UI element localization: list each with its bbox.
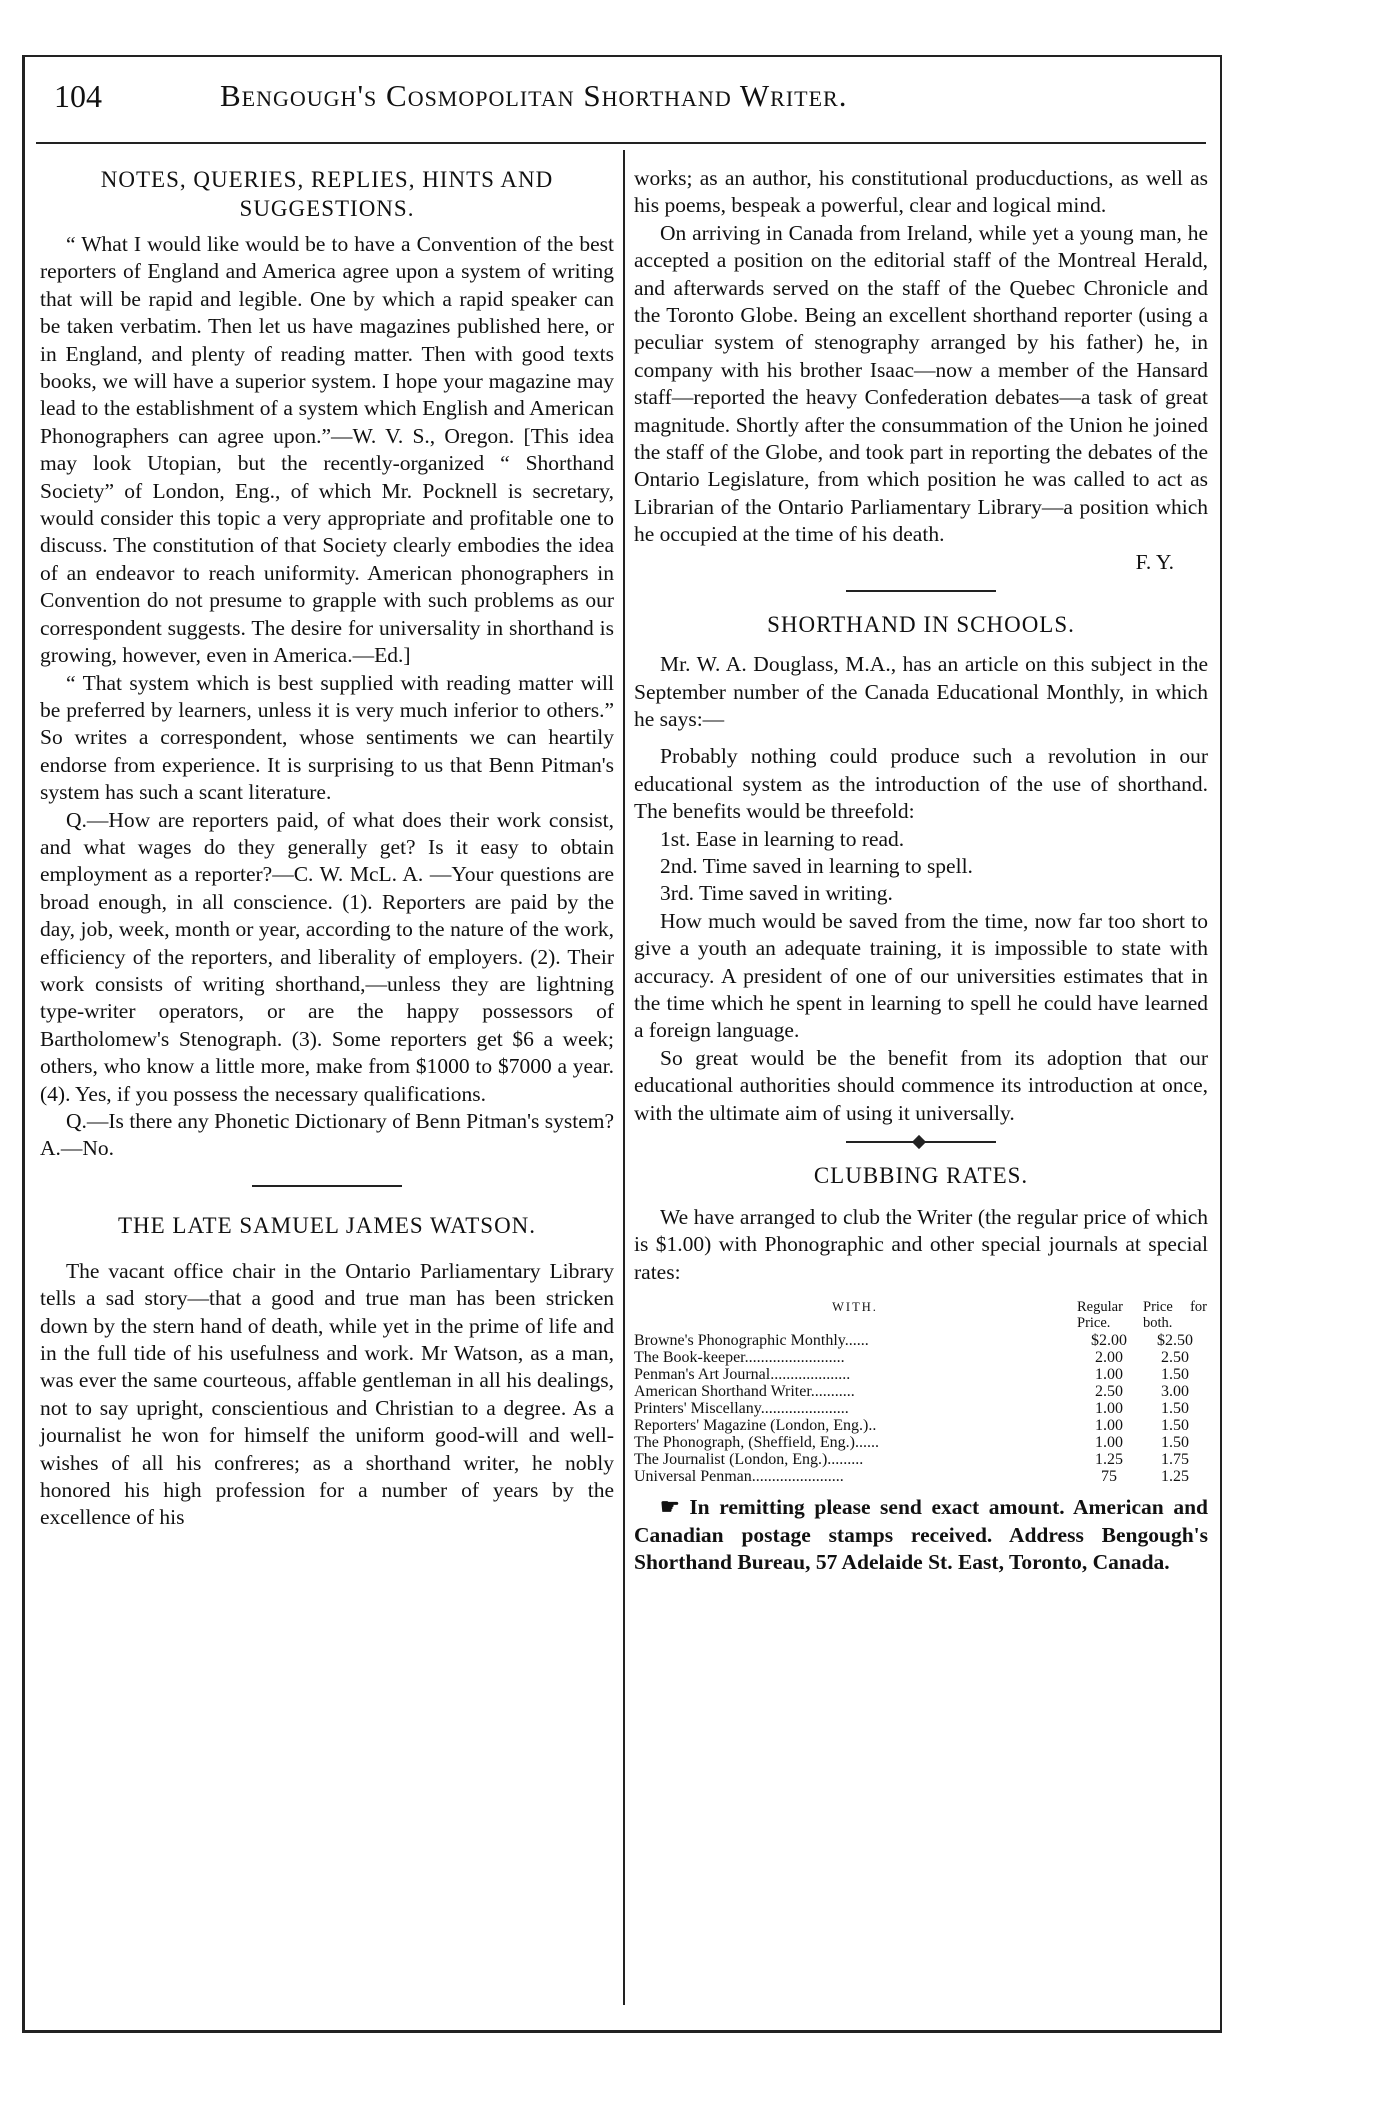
both-price: $2.50 [1157, 1332, 1193, 1350]
watson-paragraph: The vacant office chair in the Ontario Parliamentary Library tells a sad story—that a good and true man has been stricken down by the stern hand of death, while yet in the prime of life and in the full tide of his usefulness and work. Mr Watson, as a man, was ever the same courteous, affable gentleman in all his dealings, not to say upright, conscientious and Christian to a degree. As a journalist he won for himself the uniform good-will and well-wishes of all his confreres; as a shorthand writer, he nobly honored his high profession for a number of years by the excellence of his [40, 1258, 614, 1530]
section-separator [846, 1141, 996, 1143]
schools-paragraph: How much would be saved from the time, now far too short to give a youth an adequate training, it is impossible to state with accuracy. A president of one of our universities estimates that in the time which he spent in learning to spell he could have learned a foreign language. [634, 908, 1208, 1043]
regular-price: 2.00 [1095, 1349, 1123, 1367]
schools-heading: SHORTHAND IN SCHOOLS. [767, 612, 1075, 638]
running-title: Bengough's Cosmopolitan Shorthand Writer. [220, 78, 848, 113]
page-header [40, 78, 1200, 126]
table-row [634, 1332, 1208, 1349]
both-price: 1.25 [1161, 1468, 1189, 1486]
column-header-both: Price for both. [1143, 1299, 1207, 1332]
remittance-notice [634, 1493, 1208, 1576]
table-row [634, 1366, 1208, 1383]
notes-paragraph: “ What I would like would be to have a Convention of the best reporters of England and America agree upon a system of writing that will be rapid and legible. One by which a rapid speaker can be taken verbatim. Then let us have magazines published here, or in England, and plenty of reading matter. Then with good texts books, we will have a superior system. I hope your magazine may lead to the establishment of a system which English and American Phonographers can agree upon.”—W. V. S., Oregon. [This idea may look Utopian, but the recently-organized “ Shorthand Society” of London, Eng., of which Mr. Pocknell is secretary, would consider this topic a very appropriate and profitable one to discuss. The constitution of that Society clearly embodies the idea of an endeavor to reach uniformity. American phonographers in Convention do not presume to grapple with such problems as our correspondent suggests. The desire for universality in shorthand is growing, however, even in America.—Ed.] [40, 232, 614, 668]
list-item: 1st. Ease in learning to read. [660, 826, 905, 851]
both-price: 1.50 [1161, 1417, 1189, 1435]
watson-heading: THE LATE SAMUEL JAMES WATSON. [117, 1212, 537, 1238]
clubbing-intro: We have arranged to club the Writer (the regular price of which is $1.00) with Phonographic and other special journals at special rates: [634, 1205, 1208, 1284]
journal-name: Reporters' Magazine (London, Eng.).. [634, 1417, 877, 1435]
header-rule [36, 142, 1206, 144]
regular-price: 1.00 [1095, 1417, 1123, 1435]
schools-paragraph: So great would be the benefit from its adoption that our educational authorities should commence its introduction at once, with the ultimate aim of using it universally. [634, 1045, 1208, 1125]
regular-price: 1.25 [1095, 1451, 1123, 1469]
journal-name: Universal Penman....................... [634, 1468, 844, 1486]
watson-signature: F. Y. [1135, 549, 1174, 574]
table-row [634, 1434, 1208, 1451]
notes-paragraph: “ That system which is best supplied with reading matter will be preferred by learners, unless it is very much inferior to others.” So writes a correspondent, whose sentiments we can heartily endorse from experience. It is surprising to us that Benn Pitman's system has such a scant literature. [40, 670, 614, 805]
column-header-with: WITH. [832, 1300, 878, 1315]
section-separator [846, 590, 996, 592]
regular-price: 75 [1101, 1468, 1117, 1486]
benefits-list [634, 826, 1208, 908]
regular-price: 2.50 [1095, 1383, 1123, 1401]
list-item: 3rd. Time saved in writing. [660, 881, 893, 906]
left-column [40, 165, 614, 1532]
watson-paragraph: On arriving in Canada from Ireland, while yet a young man, he accepted a position on the editorial staff of the Montreal Herald, and afterwards served on the staff of the Quebec Chronicle and the Toronto Globe. Being an excellent shorthand reporter (using a peculiar system of stenography arranged by his father) he, in company with his brother Isaac—now a member of the Hansard staff—reported the heavy Confederation debates—a task of great magnitude. Shortly after the consummation of the Union he joined the staff of the Globe, and took part in reporting the debates of the Ontario Legislature, from which position he was called to act as Librarian of the Ontario Parliamentary Library—a position which he occupied at the time of his death. [634, 220, 1208, 547]
journal-name: The Book-keeper......................... [634, 1349, 845, 1367]
schools-intro: Mr. W. A. Douglass, M.A., has an article on this subject in the September number of the Canada Educational Monthly, in which he says:— [634, 652, 1208, 731]
journal-name: Printers' Miscellany...................... [634, 1400, 849, 1418]
regular-price: $2.00 [1091, 1332, 1127, 1350]
clubbing-rates-table [634, 1298, 1208, 1485]
regular-price: 1.00 [1095, 1434, 1123, 1452]
both-price: 1.50 [1161, 1366, 1189, 1384]
table-row [634, 1417, 1208, 1434]
table-row [634, 1468, 1208, 1485]
journal-name: The Phonograph, (Sheffield, Eng.)...... [634, 1434, 879, 1452]
page-number: 104 [54, 78, 102, 114]
table-row [634, 1383, 1208, 1400]
table-row [634, 1349, 1208, 1366]
journal-name: American Shorthand Writer........... [634, 1383, 855, 1401]
remittance-text: In remitting please send exact amount. American and Canadian postage stamps received. Address Bengough's Shorthand Bureau, 57 Adelaide St. East, Toronto, Canada. [634, 1495, 1208, 1575]
clubbing-heading: CLUBBING RATES. [813, 1163, 1029, 1188]
table-row [634, 1400, 1208, 1417]
notes-heading: NOTES, QUERIES, REPLIES, HINTS AND SUGGESTIONS. [100, 167, 554, 221]
watson-paragraph: works; as an author, his constitutional producductions, as well as his poems, bespeak a powerful, clear and logical mind. [634, 166, 1208, 218]
both-price: 1.50 [1161, 1400, 1189, 1418]
schools-quote: Probably nothing could produce such a revolution in our educational system as the introduction of the use of shorthand. The benefits would be threefold: [634, 744, 1208, 824]
journal-name: The Journalist (London, Eng.)......... [634, 1451, 864, 1469]
pointing-hand-icon: ☛ [660, 1494, 680, 1520]
both-price: 3.00 [1161, 1383, 1189, 1401]
journal-name: Penman's Art Journal.................... [634, 1366, 851, 1384]
section-separator [252, 1185, 402, 1187]
both-price: 2.50 [1161, 1349, 1189, 1367]
column-divider [623, 150, 625, 2005]
both-price: 1.50 [1161, 1434, 1189, 1452]
notes-paragraph: Q.—How are reporters paid, of what does their work consist, and what wages do they generally get? Is it easy to obtain employment as a reporter?—C. W. McL. A. —Your questions are broad enough, in all conscience. (1). Reporters are paid by the day, job, week, month or year, according to the nature of the work, efficiency of the reporters, and liberality of employers. (2). Their work consists of writing shorthand,—unless they are lightning type-writer operators, or are the happy possessors of Bartholomew's Stenograph. (3). Some reporters get $6 a week; others, who know a little more, make from $1000 to $7000 a year. (4). Yes, if you possess the necessary qualifications. [40, 807, 614, 1106]
right-column [634, 165, 1208, 1576]
table-row [634, 1451, 1208, 1468]
both-price: 1.75 [1161, 1451, 1189, 1469]
journal-name: Browne's Phonographic Monthly...... [634, 1332, 869, 1350]
column-header-regular: Regular Price. [1077, 1299, 1123, 1332]
notes-paragraph: Q.—Is there any Phonetic Dictionary of Benn Pitman's system? A.—No. [40, 1109, 614, 1161]
regular-price: 1.00 [1095, 1400, 1123, 1418]
regular-price: 1.00 [1095, 1366, 1123, 1384]
list-item: 2nd. Time saved in learning to spell. [660, 853, 973, 878]
